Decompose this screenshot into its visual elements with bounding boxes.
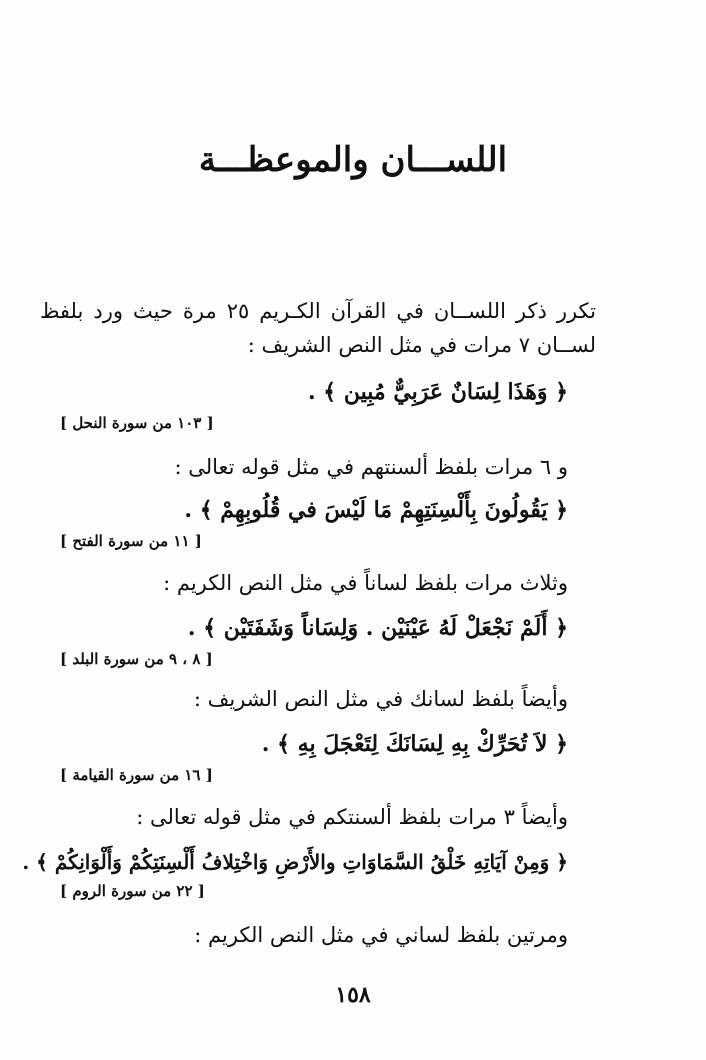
page-number: ١٥٨ (335, 982, 371, 1008)
reference-rum: [ ٢٢ من سورة الروم ] (60, 882, 205, 900)
verse-rum: ﴿ وَمِنْ آيَاتِهِ خَلْقُ السَّمَاوَاتِ والأَرْضِ وَاخْتِلافُ أَلْسِنَتِكُمْ وَأَلْوَانِكُمْ ﴾ . (22, 850, 568, 874)
verse-balad: ﴿ أَلَمْ نَجْعَلْ لَهُ عَيْنَيْن . وَلِسَاناً وَشَفَتَيْن ﴾ . (187, 615, 568, 641)
chapter-title: اللســـان والموعظـــة (198, 140, 508, 180)
reference-balad: [ ٨ ، ٩ من سورة البلد ] (60, 650, 213, 668)
verse-nahl: ﴿ وَهَذَا لِسَانٌ عَرَبِيٌّ مُبِين ﴾ . (307, 379, 568, 405)
verse-fath: ﴿ يَقُولُونَ بِأَلْسِنَتِهِمْ مَا لَيْسَ في قُلُوبِهِمْ ﴾ . (184, 497, 568, 523)
reference-qiyamah: [ ١٦ من سورة القيامة ] (60, 766, 213, 784)
closing-line: ومرتين بلفظ لساني في مثل النص الكريم : (194, 923, 568, 947)
reference-nahl: [ ١٠٣ من سورة النحل ] (60, 414, 214, 432)
verse-qiyamah: ﴿ لاَ تُحَرِّكْ بِهِ لِسَانَكَ لِتَعْجَلَ بِهِ ﴾ . (261, 731, 568, 757)
lead-line-lisanak: وأيضاً بلفظ لسانك في مثل النص الشريف : (193, 687, 568, 711)
lead-line-alsinatikum: وأيضاً ٣ مرات بلفظ ألسنتكم في مثل قوله تعالى : (136, 805, 568, 829)
lead-line-lisanan: وثلاث مرات بلفظ لساناً في مثل النص الكريم : (163, 571, 568, 595)
lead-line-alsinatihim: و ٦ مرات بلفظ ألسنتهم في مثل قوله تعالى : (174, 455, 568, 479)
intro-paragraph: تكرر ذكر اللســان في القرآن الكـريم ٢٥ مرة حيث ورد بلفظ لســان ٧ مرات في مثل النص الشريف : (40, 299, 596, 357)
reference-fath: [ ١١ من سورة الفتح ] (60, 532, 202, 550)
